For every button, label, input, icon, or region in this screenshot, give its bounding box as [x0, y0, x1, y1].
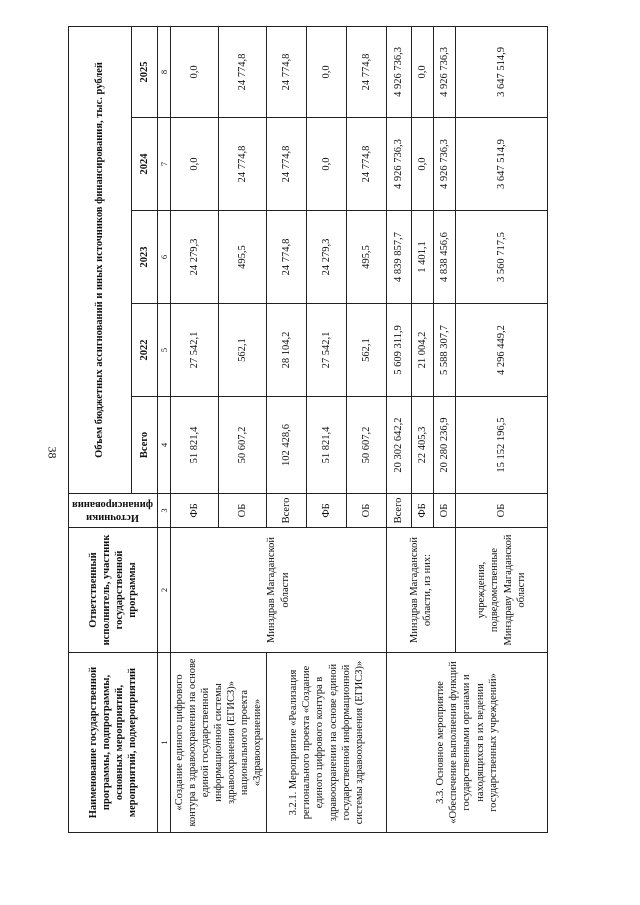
source-cell: ФБ — [171, 494, 219, 528]
value-cell: 0,0 — [412, 26, 434, 117]
value-cell: 24 774,8 — [267, 118, 307, 211]
value-cell: 24 279,3 — [307, 211, 347, 304]
measure-name: 3.2.1. Мероприятие «Реализация регионального проекта «Создание единого цифрового контура в здравоохранении на основе единой государственной информационной системы здравоохранения (ЕГИСЗ)» — [267, 653, 387, 833]
header-year: 2023 — [132, 211, 158, 304]
value-cell: 24 774,8 — [347, 26, 387, 117]
value-cell: 0,0 — [307, 26, 347, 117]
table-row — [387, 26, 412, 832]
value-cell: 15 152 196,5 — [456, 397, 548, 494]
header-funding: Объем бюджетных ассигнований и иных источников финансирования, тыс. рублей — [69, 26, 132, 493]
value-cell: 24 774,8 — [347, 118, 387, 211]
value-cell: 5 609 311,9 — [387, 304, 412, 397]
value-cell: 0,0 — [171, 26, 219, 117]
value-cell: 24 774,8 — [219, 118, 267, 211]
measure-name: «Создание единого цифрового контура в здравоохранении на основе единой государственной информационной системы здравоохранения (ЕГИСЗ)» национального проекта «Здравоохранение» — [171, 653, 267, 833]
source-cell: ОБ — [434, 494, 456, 528]
header-source-text: Источники финансирования — [72, 498, 154, 523]
value-cell: 20 302 642,2 — [387, 397, 412, 494]
value-cell: 1 401,1 — [412, 211, 434, 304]
value-cell: 3 647 514,9 — [456, 118, 548, 211]
value-cell: 4 839 857,7 — [387, 211, 412, 304]
value-cell: 495,5 — [347, 211, 387, 304]
value-cell: 4 926 736,3 — [387, 118, 412, 211]
rotated-table-container — [68, 27, 634, 833]
value-cell: 4 296 449,2 — [456, 304, 548, 397]
source-cell: ОБ — [219, 494, 267, 528]
column-number: 1 — [158, 653, 171, 833]
column-number: 3 — [158, 494, 171, 528]
value-cell: 20 280 236,9 — [434, 397, 456, 494]
executor-cell: Минздрав Магаданской области — [171, 528, 387, 653]
page-number: 38 — [45, 446, 60, 459]
value-cell: 4 838 456,6 — [434, 211, 456, 304]
value-cell: 24 279,3 — [171, 211, 219, 304]
funding-table — [68, 26, 548, 833]
executor-cell: Минздрав Магаданской области, из них: — [387, 528, 456, 653]
column-number: 2 — [158, 528, 171, 653]
header-year: 2025 — [132, 26, 158, 117]
table-row — [267, 26, 307, 832]
column-number: 8 — [158, 26, 171, 117]
value-cell: 4 926 736,3 — [434, 118, 456, 211]
value-cell: 4 926 736,3 — [434, 26, 456, 117]
value-cell: 0,0 — [412, 118, 434, 211]
value-cell: 0,0 — [307, 118, 347, 211]
measure-name: 3.3. Основное мероприятие «Обеспечение выполнения функций государственными органами и находящихся в их ведении государственных учреждений» — [387, 653, 548, 833]
value-cell: 102 428,6 — [267, 397, 307, 494]
value-cell: 51 821,4 — [307, 397, 347, 494]
value-cell: 24 774,8 — [267, 211, 307, 304]
column-number: 6 — [158, 211, 171, 304]
value-cell: 495,5 — [219, 211, 267, 304]
column-number: 5 — [158, 304, 171, 397]
value-cell: 50 607,2 — [347, 397, 387, 494]
value-cell: 27 542,1 — [307, 304, 347, 397]
value-cell: 27 542,1 — [171, 304, 219, 397]
source-cell: ОБ — [456, 494, 548, 528]
source-cell: ОБ — [347, 494, 387, 528]
value-cell: 5 588 307,7 — [434, 304, 456, 397]
source-cell: ФБ — [412, 494, 434, 528]
value-cell: 50 607,2 — [219, 397, 267, 494]
header-name: Наименование государственной программы, подпрограммы, основных мероприятий, мероприятий, подмероприятий — [69, 653, 158, 833]
value-cell: 22 405,3 — [412, 397, 434, 494]
value-cell: 4 926 736,3 — [387, 26, 412, 117]
table-row — [171, 26, 219, 832]
header-year: 2022 — [132, 304, 158, 397]
header-row-1 — [69, 26, 132, 832]
value-cell: 28 104,2 — [267, 304, 307, 397]
header-source — [69, 494, 158, 528]
value-cell: 24 774,8 — [267, 26, 307, 117]
value-cell: 0,0 — [171, 118, 219, 211]
value-cell: 51 821,4 — [171, 397, 219, 494]
column-number-row — [158, 26, 171, 832]
source-cell: Всего — [387, 494, 412, 528]
column-number: 4 — [158, 397, 171, 494]
header-year: 2024 — [132, 118, 158, 211]
value-cell: 3 647 514,9 — [456, 26, 548, 117]
value-cell: 21 004,2 — [412, 304, 434, 397]
header-year: Всего — [132, 397, 158, 494]
executor-cell: учреждения, подведомственные Минздраву Магаданской области — [456, 528, 548, 653]
value-cell: 562,1 — [347, 304, 387, 397]
value-cell: 24 774,8 — [219, 26, 267, 117]
source-cell: ФБ — [307, 494, 347, 528]
source-cell: Всего — [267, 494, 307, 528]
value-cell: 562,1 — [219, 304, 267, 397]
value-cell: 3 560 717,5 — [456, 211, 548, 304]
column-number: 7 — [158, 118, 171, 211]
header-executor: Ответственный исполнитель, участник государственной программы — [69, 528, 158, 653]
